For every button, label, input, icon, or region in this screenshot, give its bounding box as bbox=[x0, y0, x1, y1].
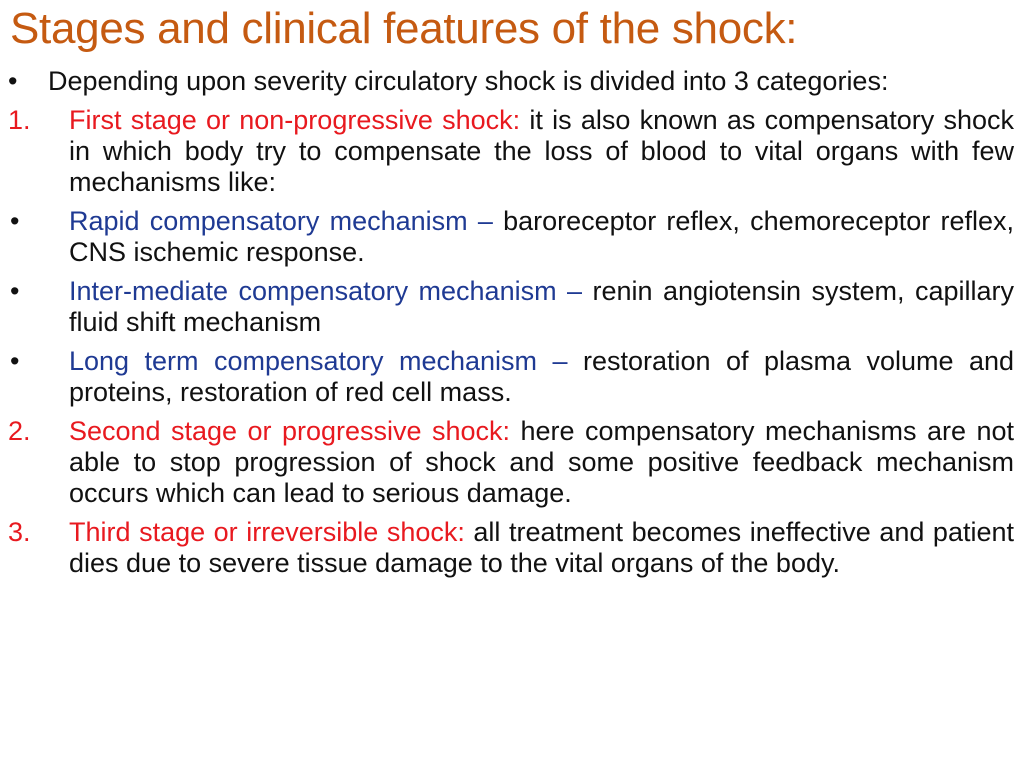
mechanism-rapid-label: Rapid compensatory mechanism – bbox=[69, 206, 493, 236]
intro-text: Depending upon severity circulatory shock is divided into 3 categories: bbox=[48, 66, 889, 96]
stage-3-item bbox=[0, 517, 1014, 579]
bullet-marker: • bbox=[10, 206, 20, 236]
stage-3-label: Third stage or irreversible shock: bbox=[69, 517, 465, 547]
stage-1-number: 1. bbox=[8, 105, 31, 135]
slide-content bbox=[0, 66, 1014, 587]
bullet-marker: • bbox=[8, 66, 18, 96]
stage-1-label: First stage or non-progressive shock: bbox=[69, 105, 521, 135]
mechanism-item-long-term bbox=[0, 346, 1014, 408]
intro-item bbox=[0, 66, 1014, 97]
stage-2-text: here compensatory mechanisms are not able to stop progression of shock and some positive feedback mechanism occurs which can lead to serious damage. bbox=[69, 416, 1015, 508]
stage-2-item bbox=[0, 416, 1014, 509]
stage-1-text: it is also known as compensatory shock in which body try to compensate the loss of blood to vital organs with few mechanisms like: bbox=[69, 105, 1014, 197]
mechanism-rapid-text: baroreceptor reflex, chemoreceptor reflex, CNS ischemic response. bbox=[69, 206, 1014, 267]
mechanism-rapid-paragraph bbox=[69, 206, 1014, 268]
mechanism-intermediate-label: Inter-mediate compensatory mechanism – bbox=[69, 276, 583, 306]
stage-3-paragraph bbox=[69, 517, 1014, 579]
bullet-marker: • bbox=[10, 346, 20, 376]
stage-1-item bbox=[0, 105, 1014, 198]
mechanism-long-term-paragraph bbox=[69, 346, 1014, 408]
mechanism-long-term-text: restoration of plasma volume and proteins, restoration of red cell mass. bbox=[69, 346, 1015, 407]
stage-2-number: 2. bbox=[8, 416, 31, 446]
slide-title: Stages and clinical features of the shock: bbox=[10, 4, 798, 53]
mechanism-intermediate-text: renin angiotensin system, capillary fluid shift mechanism bbox=[69, 276, 1014, 337]
mechanism-item-rapid bbox=[0, 206, 1014, 268]
mechanism-item-intermediate bbox=[0, 276, 1014, 338]
stage-3-text: all treatment becomes ineffective and patient dies due to severe tissue damage to the vital organs of the body. bbox=[69, 517, 1014, 578]
mechanism-intermediate-paragraph bbox=[69, 276, 1014, 338]
stage-2-label: Second stage or progressive shock: bbox=[69, 416, 511, 446]
stage-3-number: 3. bbox=[8, 517, 31, 547]
mechanism-long-term-label: Long term compensatory mechanism – bbox=[69, 346, 568, 376]
stage-2-paragraph bbox=[69, 416, 1014, 509]
bullet-marker: • bbox=[10, 276, 20, 306]
stage-1-paragraph bbox=[69, 105, 1014, 198]
